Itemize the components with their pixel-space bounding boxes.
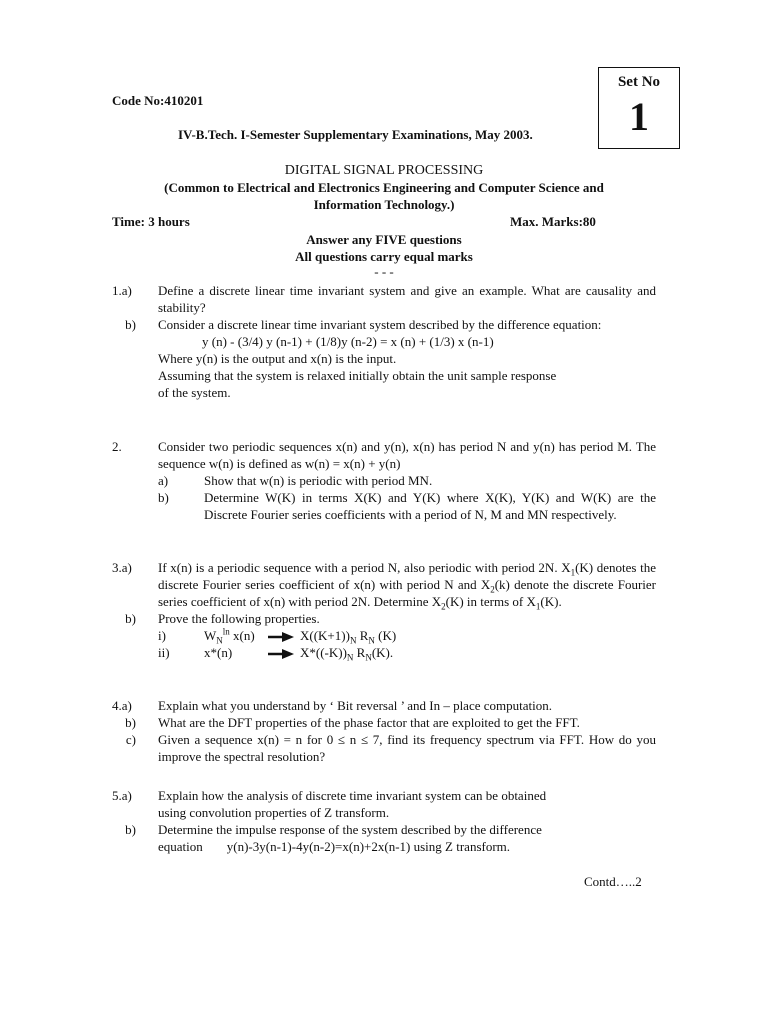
question-2b [158,489,656,523]
question-text: Explain how the analysis of discrete time invariant system can be obtained [158,788,547,803]
exam-title: IV-B.Tech. I-Semester Supplementary Examinations, May 2003. [178,127,533,142]
arrow-right-icon [268,649,294,659]
question-text: Determine the impulse response of the system described by the difference [158,822,542,837]
common-line-1: (Common to Electrical and Electronics Engineering and Computer Science and [164,180,604,195]
property-label: i) [158,628,166,643]
question-label: b) [158,490,169,505]
question-label: 1.a) [112,283,132,298]
question-2 [112,438,656,523]
code-number: Code No:410201 [112,93,204,108]
difference-equation: y (n) - (3/4) y (n-1) + (1/8)y (n-2) = x (n) + (1/3) x (n-1) [202,334,494,349]
question-1a [112,282,656,316]
question-4a [112,697,656,714]
question-text: Prove the following properties. [158,611,320,626]
property-expression: $W_N^{ln}$ x(n) $X((K+1))_N$ $R_N$ (K) [204,626,397,646]
question-text: Show that w(n) is periodic with period MN. [204,473,433,488]
arrow-right-icon [268,632,294,642]
exam-time: Time: 3 hours [112,214,190,229]
question-text: of the system. [158,385,231,400]
question-text: Define a discrete linear time invariant system and give an example. What are causality and stability? [158,283,656,315]
difference-equation: equation y(n)-3y(n-1)-4y(n-2)=x(n)+2x(n-1) using Z transform. [158,839,511,854]
question-5a [112,787,656,804]
property-label: ii) [158,645,170,660]
question-text: Assuming that the system is relaxed initially obtain the unit sample response [158,368,557,383]
question-text: Given a sequence x(n) = n for 0 ≤ n ≤ 7, find its frequency spectrum via FFT. How do you improve the spectral resolution? [158,732,656,764]
question-text: If x(n) is a periodic sequence with a period N, also periodic with period 2N. $X_1(K)$ denotes the discrete Fourier series coefficient of x(n) with period N and $X_2(k)$ denote the discrete Fourier series coefficient of x(n) with period 2N. Determine $X_2(K)$ in terms of $X_1(K)$. [158,560,656,612]
question-label: b) [125,317,136,332]
question-5 [112,787,656,855]
question-4 [112,697,656,765]
property-i [158,627,656,644]
question-text: Consider a discrete linear time invariant system described by the difference equation: [158,317,602,332]
question-4b [112,714,656,731]
question-3 [112,559,656,661]
question-5b [112,821,656,838]
question-text: Where y(n) is the output and x(n) is the input. [158,351,397,366]
instruction-2: All questions carry equal marks [295,249,473,264]
separator: - - - [374,264,394,279]
set-number: 1 [629,94,649,139]
property-ii [158,644,656,661]
question-label: a) [158,473,169,488]
max-marks: Max. Marks:80 [510,214,596,229]
question-text: Determine W(K) in terms X(K) and Y(K) where X(K), Y(K) and W(K) are the Discrete Fourier series coefficients with a period of N, M and MN respectively. [204,490,656,522]
question-3a [112,559,656,610]
question-label: 3.a) [112,560,132,575]
property-expression: x*(n) $X*((-K))_N$ $R_N(K)$. [204,645,394,663]
set-label: Set No [617,74,661,90]
question-text: What are the DFT properties of the phase factor that are exploited to get the FFT. [158,715,580,730]
question-text: Consider two periodic sequences x(n) and y(n), x(n) has period N and y(n) has period M. The sequence w(n) is defined as w(n) = x(n) + y(n) [158,439,656,471]
question-label: 4.a) [112,698,132,713]
continued-note: Contd…..2 [584,874,642,889]
question-label: 2. [112,439,122,454]
question-label: c) [125,732,136,747]
question-3b [112,610,656,627]
question-4c [112,731,656,765]
common-line-2: Information Technology.) [313,197,455,212]
question-text: using convolution properties of Z transform. [158,805,390,820]
question-1 [112,282,656,401]
question-label: b) [125,822,136,837]
set-number-box [598,67,680,149]
question-label: b) [125,715,136,730]
question-1b [112,316,656,333]
question-2a [158,472,656,489]
question-2-main [112,438,656,472]
subject-title: DIGITAL SIGNAL PROCESSING [284,163,484,178]
question-label: 5.a) [112,788,132,803]
question-label: b) [125,611,136,626]
instruction-1: Answer any FIVE questions [306,232,462,247]
question-text: Explain what you understand by ‘ Bit reversal ’ and In – place computation. [158,698,552,713]
